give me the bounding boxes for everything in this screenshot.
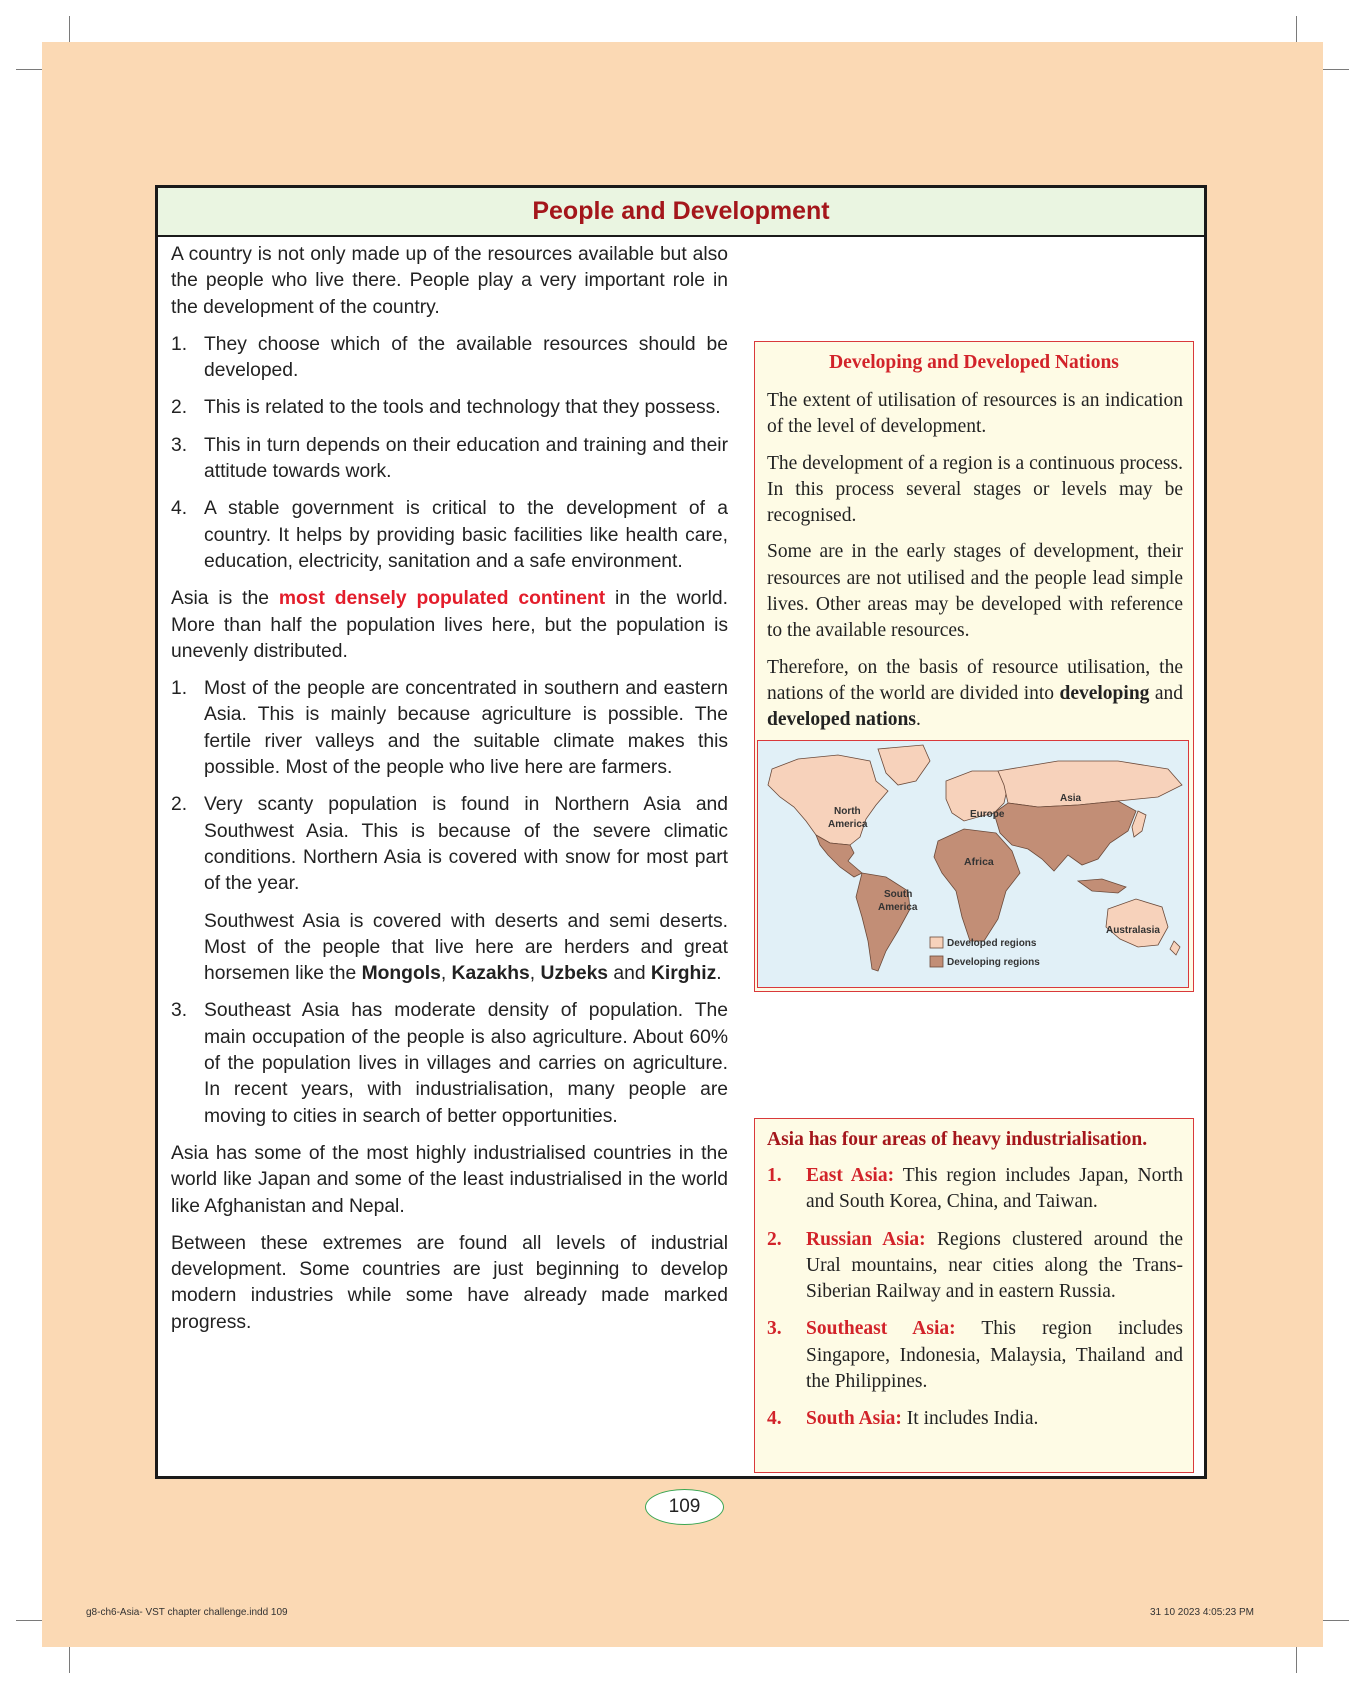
world-development-map — [757, 740, 1189, 988]
text-span: . — [915, 709, 921, 731]
box-title: Asia has four areas of heavy industrialisation. — [767, 1129, 1148, 1150]
legend-developed-label: Developed regions — [947, 938, 1037, 949]
slug-timestamp: 31 10 2023 4:05:23 PM — [1150, 1607, 1254, 1618]
box-title: Developing and Developed Nations — [829, 352, 1119, 373]
map-label-australasia: Australasia — [1106, 925, 1160, 936]
map-label-africa: Africa — [964, 856, 994, 868]
list-text: This is related to the tools and technology that they possess. — [204, 397, 721, 419]
list-item — [171, 998, 728, 1129]
page-number: 109 — [645, 1489, 724, 1525]
map-label-asia: Asia — [1060, 793, 1082, 804]
list-number: 4. — [171, 498, 188, 520]
legend-developing-label: Developing regions — [947, 957, 1040, 968]
list-number: 4. — [767, 1408, 782, 1430]
title-bar — [158, 188, 1204, 237]
crop-mark — [1296, 1647, 1297, 1673]
text-span: and — [613, 963, 646, 985]
text-span: Asia is the — [171, 588, 269, 610]
africa-developing-shape — [934, 829, 1020, 941]
list-item — [171, 332, 728, 385]
list-item — [767, 1227, 1183, 1306]
developing-nations-box — [754, 341, 1194, 992]
list-number: 3. — [171, 434, 188, 456]
list-number: 1. — [171, 678, 188, 700]
map-label-europe: Europe — [970, 809, 1005, 820]
south-america-developing-shape — [856, 873, 913, 971]
item-text: It includes India. — [906, 1408, 1039, 1430]
item-heading: South Asia: — [806, 1408, 902, 1430]
list-item — [171, 792, 728, 987]
text-span: Southwest Asia is covered with deserts and semi deserts. Most of the people that live here are herders and great horsemen like the — [204, 910, 728, 985]
slug-filename: g8-ch6-Asia- VST chapter challenge.indd 109 — [86, 1607, 288, 1618]
map-label-north-america: North — [834, 806, 861, 817]
bold-term: Mongols — [361, 963, 441, 985]
bold-term: Kirghiz — [650, 963, 717, 985]
map-label-south-america: America — [878, 902, 918, 913]
russia-developed-shape — [998, 761, 1182, 807]
bold-term: Uzbeks — [540, 963, 609, 985]
population-list — [171, 676, 728, 1130]
list-text: A stable government is critical to the development of a country. It helps by providing basic facilities like health care, education, electricity, sanitation and a safe environment. — [204, 498, 728, 572]
new-zealand-developed-shape — [1170, 941, 1180, 955]
list-item — [767, 1316, 1183, 1395]
item-text: This region includes Singapore, Indonesia, Malaysia, Thailand and the Philippines. — [806, 1318, 1183, 1393]
text-span: and — [1154, 682, 1183, 704]
map-label-south-america: South — [884, 889, 913, 900]
australia-developed-shape — [1106, 899, 1168, 947]
list-text: Southeast Asia has moderate density of population. The main occupation of the people is also agriculture. About 60% of the population lives in villages and carries on agriculture. In recent years, with industrialisation, many people are moving to cities in search of better opportunities. — [204, 1000, 728, 1127]
bold-term: developing — [1059, 682, 1150, 704]
page-title: People and Development — [532, 197, 830, 225]
crop-mark — [69, 1647, 70, 1673]
highlight-text: most densely populated continent — [278, 588, 606, 610]
list-number: 1. — [767, 1165, 782, 1186]
map-svg — [758, 741, 1187, 986]
crop-mark — [69, 16, 70, 42]
item-heading: East Asia: — [806, 1165, 895, 1186]
extremes-paragraph: Between these extremes are found all levels of industrial development. Some countries are just beginning to develop modern industries while some have already made marked progress. — [171, 1232, 728, 1333]
list-item — [767, 1406, 1183, 1432]
north-america-developed-shape — [768, 755, 888, 845]
box-paragraph: Some are in the early stages of development, their resources are not utilised and the people lead simple lives. Other areas may be developed with reference to the available resources. — [767, 541, 1183, 642]
text-span: in the world. More than half the population lives here, but the population is unevenly distributed. — [171, 588, 729, 662]
industrialisation-box — [754, 1118, 1194, 1473]
bold-term: developed nations — [767, 709, 916, 731]
box-paragraph: The development of a region is a continuous process. In this process several stages or levels may be recognised. — [767, 452, 1183, 527]
crop-mark — [1323, 1620, 1349, 1621]
box-paragraph — [767, 655, 1183, 734]
box-paragraph: The extent of utilisation of resources is an indication of the level of development. — [767, 390, 1183, 438]
crop-mark — [16, 1620, 42, 1621]
list-number: 2. — [171, 794, 188, 816]
list-number: 1. — [171, 333, 188, 355]
list-text: Most of the people are concentrated in southern and eastern Asia. This is mainly because agriculture is possible. The fertile river valleys and the suitable climate makes this possible. Most of the people who live here are farmers. — [204, 678, 728, 779]
content-frame — [155, 185, 1207, 1479]
greenland-shape — [878, 745, 930, 785]
text-span: , — [529, 963, 536, 985]
item-heading: Southeast Asia: — [806, 1318, 956, 1340]
list-text: Very scanty population is found in Northern Asia and Southwest Asia. This is because of the severe climatic conditions. Northern Asia is covered with snow for most part of the year. — [204, 794, 728, 895]
list-item — [767, 1163, 1183, 1216]
list-item — [171, 496, 728, 575]
main-text-column — [171, 242, 728, 1347]
item-text: Regions clustered around the Ural mountains, near cities along the Trans-Siberian Railway and in eastern Russia. — [806, 1228, 1184, 1303]
list-text: They choose which of the available resources should be developed. — [204, 333, 728, 382]
list-number: 2. — [767, 1228, 782, 1250]
item-heading: Russian Asia: — [806, 1228, 926, 1250]
asia-population-paragraph — [171, 586, 728, 665]
industrial-paragraph: Asia has some of the most highly industrialised countries in the world like Japan and some of the least industrialised in the world like Afghanistan and Nepal. — [171, 1142, 728, 1217]
list-number: 3. — [171, 1000, 188, 1022]
text-span: , — [440, 963, 447, 985]
list-text: This in turn depends on their education and training and their attitude towards work. — [204, 434, 728, 483]
legend-developed-swatch — [930, 937, 943, 948]
item-text: This region includes Japan, North and South Korea, China, and Taiwan. — [806, 1165, 1183, 1213]
bold-term: Kazakhs — [451, 963, 530, 985]
map-label-north-america: America — [828, 819, 868, 830]
text-span: Therefore, on the basis of resource utilisation, the nations of the world are divided into — [767, 656, 1183, 704]
list-number: 2. — [171, 397, 188, 419]
list-number: 3. — [767, 1318, 782, 1340]
intro-paragraph: A country is not only made up of the resources available but also the people who live there. People play a very important role in the development of the country. — [171, 244, 728, 318]
indonesia-developing-shape — [1078, 879, 1126, 893]
crop-mark — [1296, 16, 1297, 42]
text-span: . — [716, 963, 722, 985]
sub-paragraph — [204, 909, 728, 988]
list-item — [171, 433, 728, 486]
people-role-list — [171, 332, 728, 575]
crop-mark — [16, 69, 42, 70]
crop-mark — [1323, 69, 1349, 70]
legend-developing-swatch — [930, 956, 943, 967]
list-item — [171, 676, 728, 781]
list-item — [171, 395, 728, 421]
